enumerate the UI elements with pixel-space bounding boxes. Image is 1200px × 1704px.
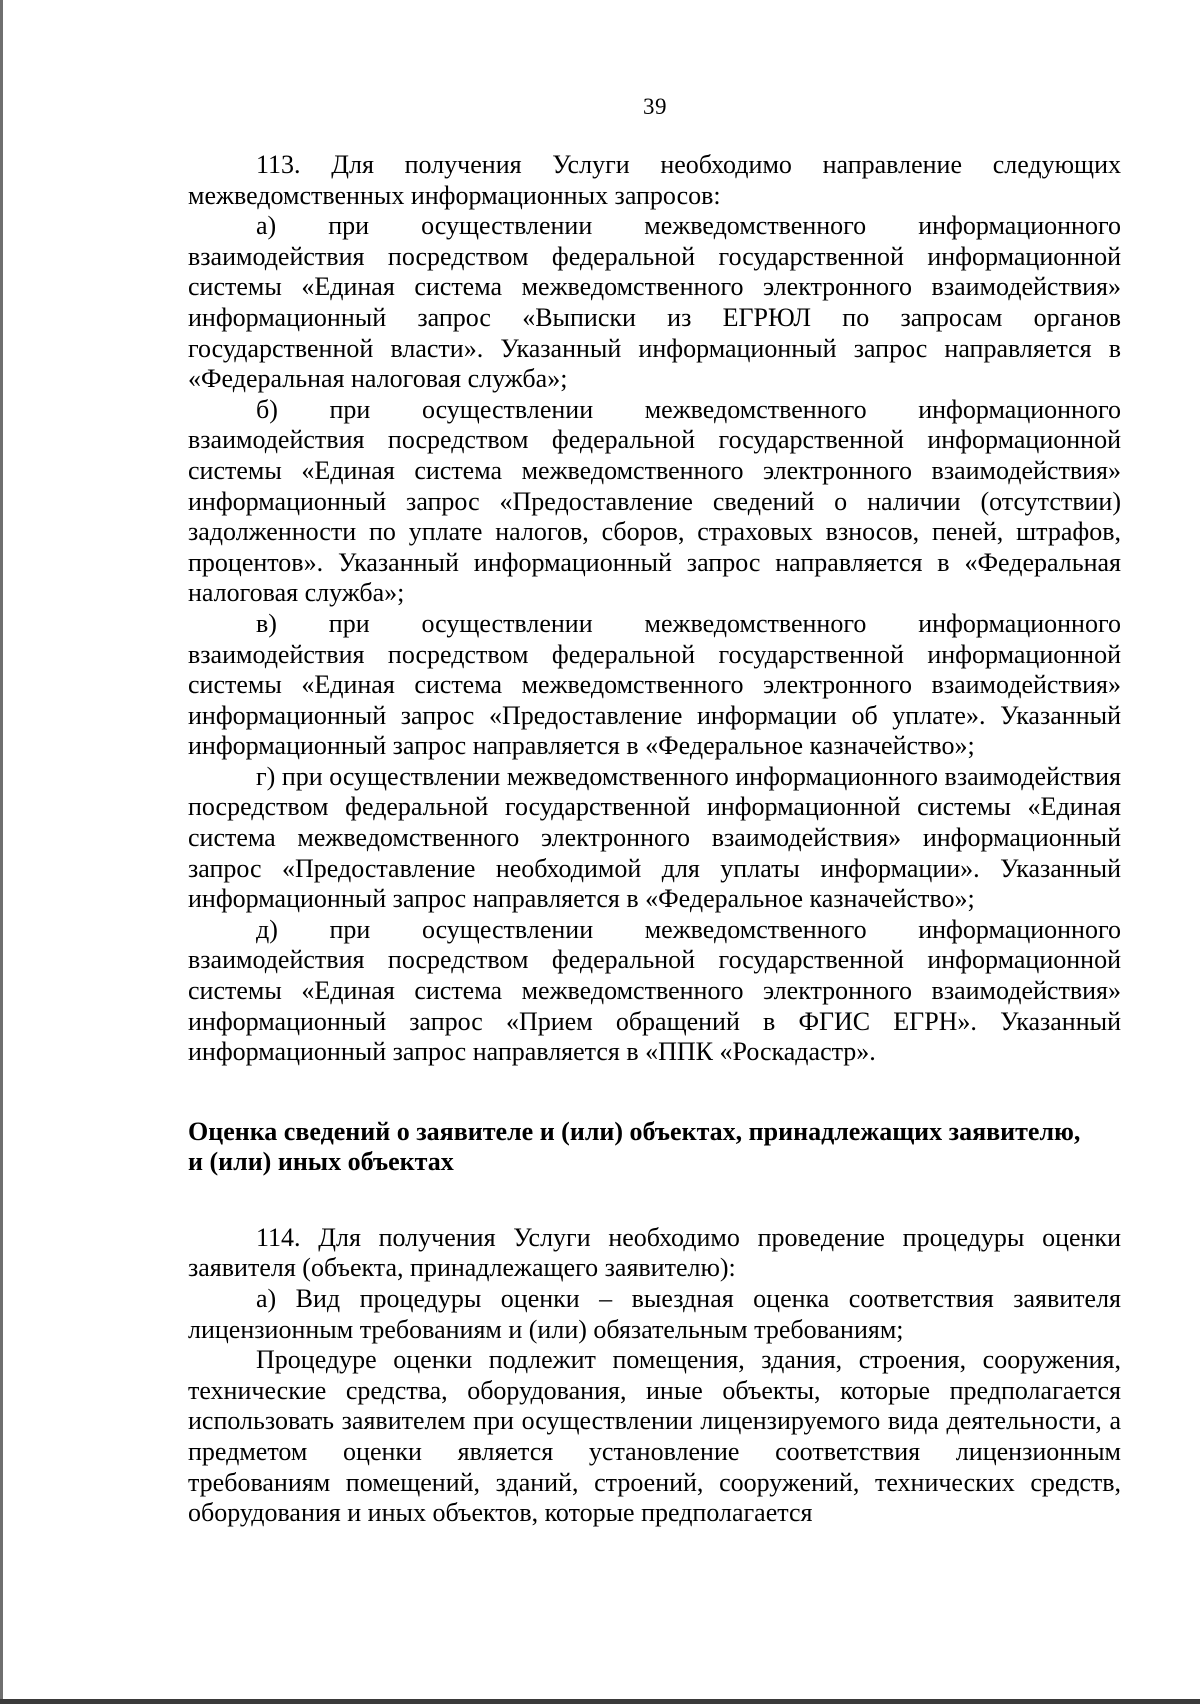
paragraph-114-intro: 114. Для получения Услуги необходимо проведение процедуры оценки заявителя (объекта, принадлежащего заявителю): — [188, 1222, 1121, 1283]
paragraph-113-item-a: а) при осуществлении межведомственного информационного взаимодействия посредством федеральной государственной информационной системы «Единая система межведомственного электронного взаимодействия» информационный запрос «Выписки из ЕГРЮЛ по запросам органов государственной власти». Указанный информационный запрос направляется в «Федеральная налоговая служба»; — [188, 211, 1121, 394]
paragraph-113-item-g: г) при осуществлении межведомственного информационного взаимодействия посредством федеральной государственной информационной системы «Единая система межведомственного электронного взаимодействия» информационный запрос «Предоставление необходимой для уплаты информации». Указанный информационный запрос направляется в «Федеральное казначейство»; — [188, 761, 1121, 914]
paragraph-113-item-d: д) при осуществлении межведомственного информационного взаимодействия посредством федеральной государственной информационной системы «Единая система межведомственного электронного взаимодействия» информационный запрос «Прием обращений в ФГИС ЕГРН». Указанный информационный запрос направляется в «ППК «Роскадастр». — [188, 914, 1121, 1067]
paragraph-113-intro: 113. Для получения Услуги необходимо направление следующих межведомственных информационных запросов: — [188, 150, 1121, 210]
section-heading — [188, 1117, 1121, 1177]
paragraph-114-item-a: а) Вид процедуры оценки – выездная оценка соответствия заявителя лицензионным требованиям и (или) обязательным требованиям; — [188, 1284, 1121, 1344]
document-body — [188, 150, 1121, 1529]
page-number: 39 — [643, 94, 667, 119]
paragraph-113-item-v: в) при осуществлении межведомственного информационного взаимодействия посредством федеральной государственной информационной системы «Единая система межведомственного электронного взаимодействия» информационный запрос «Предоставление информации об уплате». Указанный информационный запрос направляется в «Федеральное казначейство»; — [188, 608, 1121, 761]
section-heading-line-2: и (или) иных объектах — [188, 1146, 454, 1176]
scan-left-edge — [0, 0, 3, 1704]
paragraph-114-procedure: Процедуре оценки подлежит помещения, здания, строения, сооружения, технические средства, оборудования, иные объекты, которые предполагается использовать заявителем при осуществлении лицензируемого вида деятельности, а предметом оценки является установление соответствия лицензионным требованиям помещений, зданий, строений, сооружений, технических средств, оборудования и иных объектов, которые предполагается — [188, 1345, 1121, 1528]
paragraph-113-item-b: б) при осуществлении межведомственного информационного взаимодействия посредством федеральной государственной информационной системы «Единая система межведомственного электронного взаимодействия» информационный запрос «Предоставление сведений о наличии (отсутствии) задолженности по уплате налогов, сборов, страховых взносов, пеней, штрафов, процентов». Указанный информационный запрос направляется в «Федеральная налоговая служба»; — [188, 394, 1121, 608]
section-heading-line-1: Оценка сведений о заявителе и (или) объектах, принадлежащих заявителю, — [188, 1116, 1081, 1146]
scan-bottom-edge — [0, 1699, 1200, 1704]
